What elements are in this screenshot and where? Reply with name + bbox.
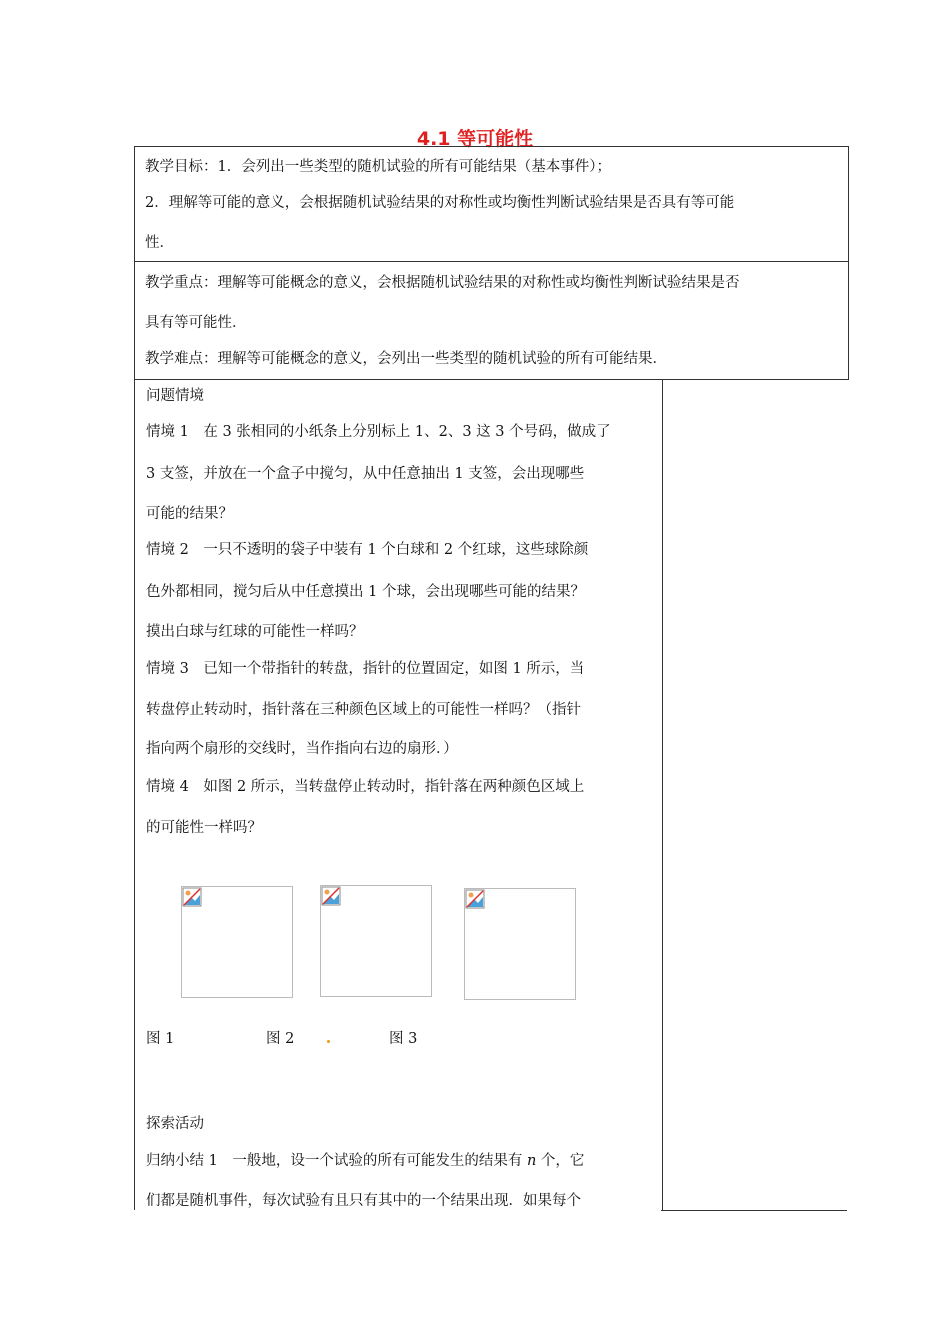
section-heading-explore: 探索活动 [146,1116,204,1132]
keypoints-line-2: 具有等可能性． [145,315,247,331]
main-column [134,380,663,1210]
summary-line-1 [146,1149,584,1170]
keypoints-line-1: 教学重点：理解等可能概念的意义，会根据随机试验结果的对称性或均衡性判断试验结果是否 [145,275,740,291]
situation-1-line-2: 3 支签，并放在一个盒子中搅匀，从中任意抽出 1 支签，会出现哪些 [146,466,585,482]
keypoints-box [134,261,849,380]
figure-2 [320,885,432,997]
objectives-line-2: 2．理解等可能的意义，会根据随机试验结果的对称性或均衡性判断试验结果是否具有等可能 [145,195,735,211]
situation-3-line-3: 指向两个扇形的交线时，当作指向右边的扇形．） [146,741,458,757]
summary-text-b: 个，它 [536,1153,585,1169]
broken-image-icon [182,887,202,907]
situation-3-line-1: 情境 3 已知一个带指针的转盘，指针的位置固定，如图 1 所示，当 [146,661,585,677]
situation-2-line-1: 情境 2 一只不透明的袋子中装有 1 个白球和 2 个红球，这些球除颜 [146,542,589,558]
section-heading-situation: 问题情境 [146,388,204,404]
figure-3 [464,888,576,1000]
situation-2-line-3: 摸出白球与红球的可能性一样吗？ [146,624,364,640]
keypoints-line-3: 教学难点：理解等可能概念的意义，会列出一些类型的随机试验的所有可能结果． [145,351,667,367]
situation-2-line-2: 色外都相同，搅匀后从中任意摸出 1 个球，会出现哪些可能的结果？ [146,584,585,600]
objectives-box [134,146,849,262]
objectives-line-3: 性． [145,235,174,251]
broken-image-icon [465,889,485,909]
page-title: 4.1 等可能性 [416,128,534,150]
table-bottom-rule [661,1210,847,1211]
figure-1 [181,886,293,998]
figure-2-caption: 图 2 [266,1031,295,1047]
summary-text-a: 归纳小结 1 一般地，设一个试验的所有可能发生的结果有 [146,1153,527,1169]
figure-1-caption: 图 1 [146,1031,175,1047]
situation-4-line-2: 的可能性一样吗？ [146,820,262,836]
stray-dot [327,1040,330,1043]
summary-line-2: 们都是随机事件，每次试验有且只有其中的一个结果出现．如果每个 [146,1193,581,1209]
figure-3-caption: 图 3 [389,1031,418,1047]
objectives-line-1: 教学目标：1．会列出一些类型的随机试验的所有可能结果（基本事件）； [145,159,611,175]
broken-image-icon [321,886,341,906]
situation-3-line-2: 转盘停止转动时，指针落在三种颜色区域上的可能性一样吗？（指针 [146,702,581,718]
situation-4-line-1: 情境 4 如图 2 所示，当转盘停止转动时，指针落在两种颜色区域上 [146,779,585,795]
situation-1-line-3: 可能的结果？ [146,506,233,522]
summary-variable-n: n [526,1153,537,1169]
situation-1-line-1: 情境 1 在 3 张相同的小纸条上分别标上 1、2、3 这 3 个号码，做成了 [146,424,611,440]
